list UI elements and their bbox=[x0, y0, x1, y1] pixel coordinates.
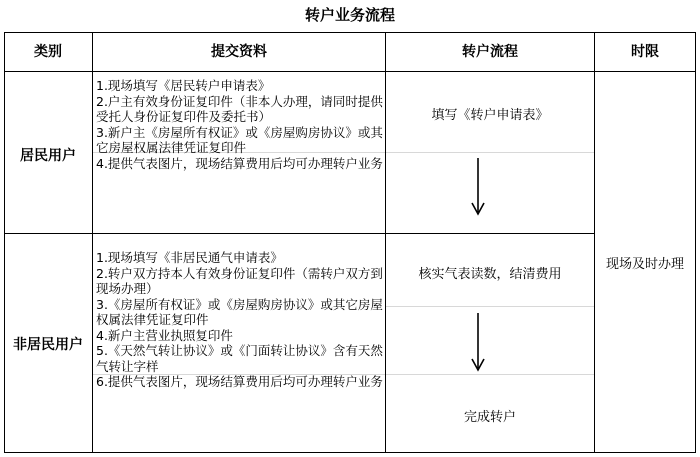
header-category: 类别 bbox=[34, 44, 62, 60]
header-time-limit: 时限 bbox=[631, 44, 659, 60]
header-documents: 提交资料 bbox=[211, 44, 267, 60]
category-non-residential: 非居民用户 bbox=[13, 337, 83, 353]
process-step-1: 填写《转户申请表》 bbox=[431, 108, 549, 123]
process-step-2: 核实气表读数，结清费用 bbox=[418, 267, 562, 282]
table-title: 转户业务流程 bbox=[304, 6, 395, 24]
process-step-3: 完成转户 bbox=[463, 410, 516, 425]
documents-residential: 1.现场填写《居民转户申请表》 2.户主有效身份证复印件（非本人办理，请同时提供受托人身份证复印件及委托书） 3.新户主《房屋所有权证》或《房屋购房协议》或其它房屋权属法律凭证复印件 4.提供气表图片，现场结算费用后均可办理转户业务 bbox=[96, 78, 383, 171]
documents-non-residential: 1.现场填写《非居民通气申请表》 2.转户双方持本人有效身份证复印件（需转户双方到现场办理） 3.《房屋所有权证》或《房屋购房协议》或其它房屋权属法律凭证复印件 4.新户主营业执照复印件 5.《天然气转让协议》或《门面转让协议》含有天然气转让字样 6.提供气表图片，现场结算费用后均可办理转户业务 bbox=[96, 250, 383, 389]
time-limit-value: 现场及时办理 bbox=[605, 257, 684, 272]
header-process: 转户流程 bbox=[462, 44, 518, 60]
category-residential: 居民用户 bbox=[20, 148, 76, 164]
